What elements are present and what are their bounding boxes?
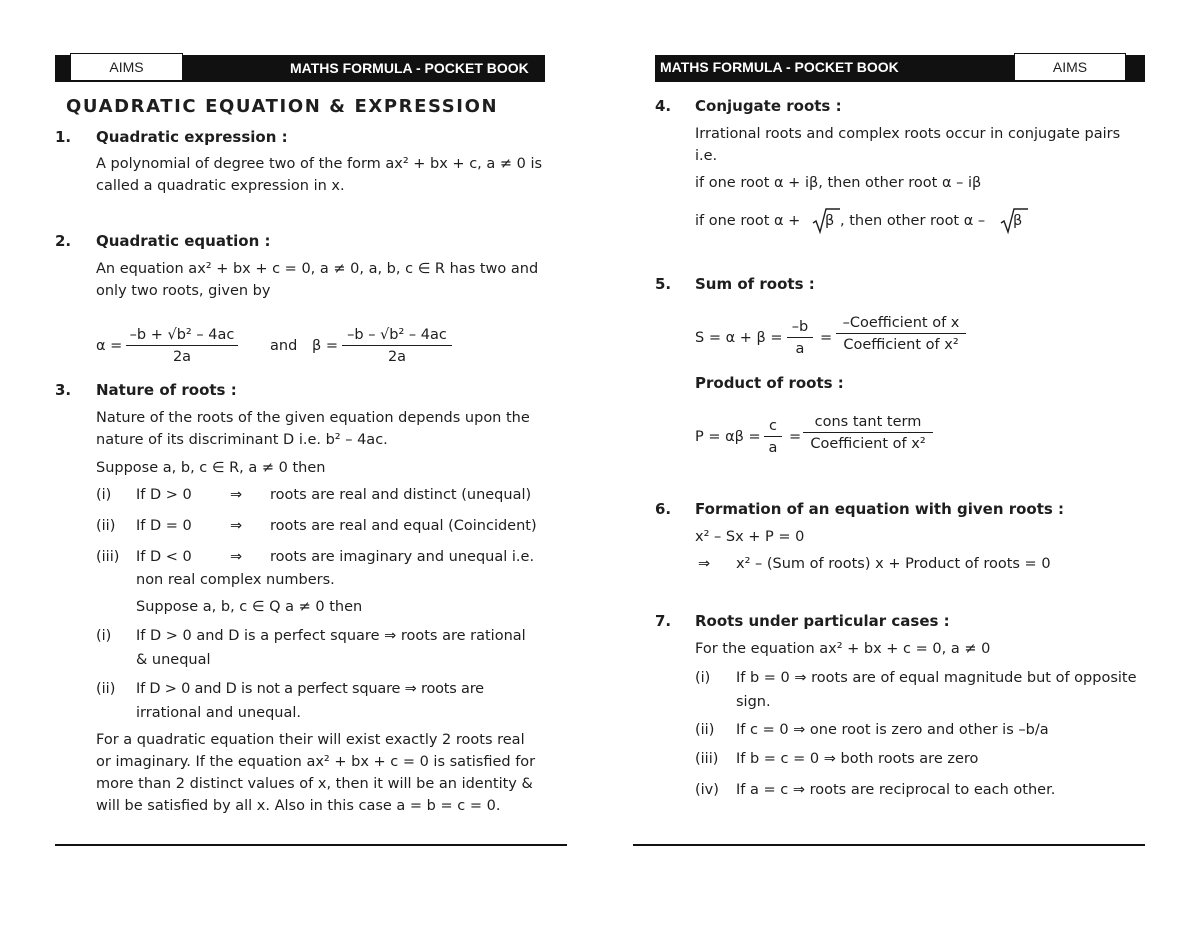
sum-equals: = <box>820 330 833 346</box>
prod-f2-numerator: cons tant term <box>803 412 933 433</box>
identity-para-line1: For a quadratic equation their will exist exactly 2 roots real <box>96 732 525 748</box>
case-q1-line1: If D > 0 and D is a perfect square ⇒ roots are rational <box>136 628 526 644</box>
case-r2-condition: If D = 0 <box>136 518 192 534</box>
case-r3-index: (iii) <box>96 549 120 565</box>
case-7-1-index: (i) <box>695 670 711 686</box>
product-fraction-1 <box>764 416 782 458</box>
sum-lhs: S = α + β = <box>695 330 783 346</box>
prod-f1-numerator: c <box>764 416 782 437</box>
implies-icon: ⇒ <box>698 556 711 572</box>
sum-fraction-1 <box>787 317 813 359</box>
section-5-heading: Sum of roots : <box>695 275 815 293</box>
section-7-number: 7. <box>655 612 672 630</box>
identity-para-line4: will be satisfied by all x. Also in this case a = b = c = 0. <box>96 798 501 814</box>
case-r3-result: roots are imaginary and unequal i.e. <box>270 549 535 565</box>
alpha-fraction <box>126 325 238 367</box>
identity-para-line3: more than 2 distinct values of x, then it will be an identity & <box>96 776 533 792</box>
product-fraction-2 <box>803 412 933 454</box>
case-q2-line1: If D > 0 and D is not a perfect square ⇒ roots are <box>136 681 484 697</box>
implies-icon: ⇒ <box>230 549 243 565</box>
section-5-number: 5. <box>655 275 672 293</box>
case-r3-continued: non real complex numbers. <box>136 572 335 588</box>
section-4-line4b: , then other root α – <box>840 213 986 229</box>
alpha-numerator: –b + √b² – 4ac <box>126 325 238 346</box>
page-title: QUADRATIC EQUATION & EXPRESSION <box>66 96 499 117</box>
section-4-line1: Irrational roots and complex roots occur in conjugate pairs <box>695 126 1121 142</box>
section-6-number: 6. <box>655 500 672 518</box>
left-brand-box: AIMS <box>70 53 183 81</box>
sum-fraction-2 <box>836 313 966 355</box>
identity-para-line2: or imaginary. If the equation ax² + bx + c = 0 is satisfied for <box>96 754 536 770</box>
case-7-2-index: (ii) <box>695 722 715 738</box>
section-2-line2: only two roots, given by <box>96 283 271 299</box>
section-1-line1: A polynomial of degree two of the form ax² + bx + c, a ≠ 0 is <box>96 156 543 172</box>
section-7-intro: For the equation ax² + bx + c = 0, a ≠ 0 <box>695 641 991 657</box>
case-q2-line2: irrational and unequal. <box>136 705 301 721</box>
sqrt-beta-1: β <box>825 213 835 229</box>
case-r2-result: roots are real and equal (Coincident) <box>270 518 537 534</box>
left-header-title: MATHS FORMULA - POCKET BOOK <box>290 60 529 76</box>
product-heading: Product of roots : <box>695 374 844 392</box>
section-7-heading: Roots under particular cases : <box>695 612 950 630</box>
section-3-heading: Nature of roots : <box>96 381 237 399</box>
case-7-1-text: If b = 0 ⇒ roots are of equal magnitude but of opposite <box>736 670 1137 686</box>
case-r3-condition: If D < 0 <box>136 549 192 565</box>
sum-f1-denominator: a <box>795 341 805 357</box>
case-q1-line2: & unequal <box>136 652 211 668</box>
section-3-line1: Nature of the roots of the given equation depends upon the <box>96 410 530 426</box>
case-7-3-text: If b = c = 0 ⇒ both roots are zero <box>736 751 979 767</box>
case-r1-result: roots are real and distinct (unequal) <box>270 487 532 503</box>
section-4-number: 4. <box>655 97 672 115</box>
case-q2-index: (ii) <box>96 681 116 697</box>
section-4-line4a: if one root α + <box>695 213 801 229</box>
section-6-heading: Formation of an equation with given roots : <box>695 500 1065 518</box>
alpha-lhs: α = <box>96 338 123 354</box>
section-1-heading: Quadratic expression : <box>96 128 288 146</box>
section-6-line1: x² – Sx + P = 0 <box>695 529 805 545</box>
section-3-line2: nature of its discriminant D i.e. b² – 4ac. <box>96 432 388 448</box>
beta-lhs: β = <box>312 338 339 354</box>
right-footer-rule <box>633 844 1145 846</box>
beta-fraction <box>342 325 452 367</box>
case-7-4-text: If a = c ⇒ roots are reciprocal to each other. <box>736 782 1056 798</box>
section-4-line3: if one root α + iβ, then other root α – iβ <box>695 175 982 191</box>
product-equals: = <box>789 429 802 445</box>
and-text: and <box>270 338 298 354</box>
section-1-number: 1. <box>55 128 72 146</box>
section-4-heading: Conjugate roots : <box>695 97 842 115</box>
case-7-2-text: If c = 0 ⇒ one root is zero and other is –b/a <box>736 722 1049 738</box>
sum-f2-denominator: Coefficient of x² <box>843 337 959 353</box>
beta-numerator: –b – √b² – 4ac <box>342 325 452 346</box>
case-q1-index: (i) <box>96 628 112 644</box>
section-1-line2: called a quadratic expression in x. <box>96 178 345 194</box>
section-4-line2: i.e. <box>695 148 718 164</box>
section-3-number: 3. <box>55 381 72 399</box>
case-7-1-continued: sign. <box>736 694 771 710</box>
section-2-number: 2. <box>55 232 72 250</box>
case-r2-index: (ii) <box>96 518 116 534</box>
implies-icon: ⇒ <box>230 518 243 534</box>
right-brand-box: AIMS <box>1014 53 1126 81</box>
suppose-real: Suppose a, b, c ∈ R, a ≠ 0 then <box>96 460 326 476</box>
implies-icon: ⇒ <box>230 487 243 503</box>
prod-f1-denominator: a <box>768 440 778 456</box>
case-r1-condition: If D > 0 <box>136 487 192 503</box>
right-header-title: MATHS FORMULA - POCKET BOOK <box>660 59 899 75</box>
sum-f2-numerator: –Coefficient of x <box>836 313 966 334</box>
case-r1-index: (i) <box>96 487 112 503</box>
suppose-rational: Suppose a, b, c ∈ Q a ≠ 0 then <box>136 599 363 615</box>
product-lhs: P = αβ = <box>695 429 761 445</box>
sum-f1-numerator: –b <box>787 317 813 338</box>
prod-f2-denominator: Coefficient of x² <box>810 436 926 452</box>
case-7-4-index: (iv) <box>695 782 719 798</box>
case-7-3-index: (iii) <box>695 751 719 767</box>
section-6-line2: x² – (Sum of roots) x + Product of roots = 0 <box>736 556 1051 572</box>
section-2-line1: An equation ax² + bx + c = 0, a ≠ 0, a, b, c ∈ R has two and <box>96 261 539 277</box>
left-footer-rule <box>55 844 567 846</box>
alpha-denominator: 2a <box>172 349 192 365</box>
sqrt-beta-2: β <box>1013 213 1023 229</box>
beta-denominator: 2a <box>387 349 407 365</box>
section-2-heading: Quadratic equation : <box>96 232 271 250</box>
